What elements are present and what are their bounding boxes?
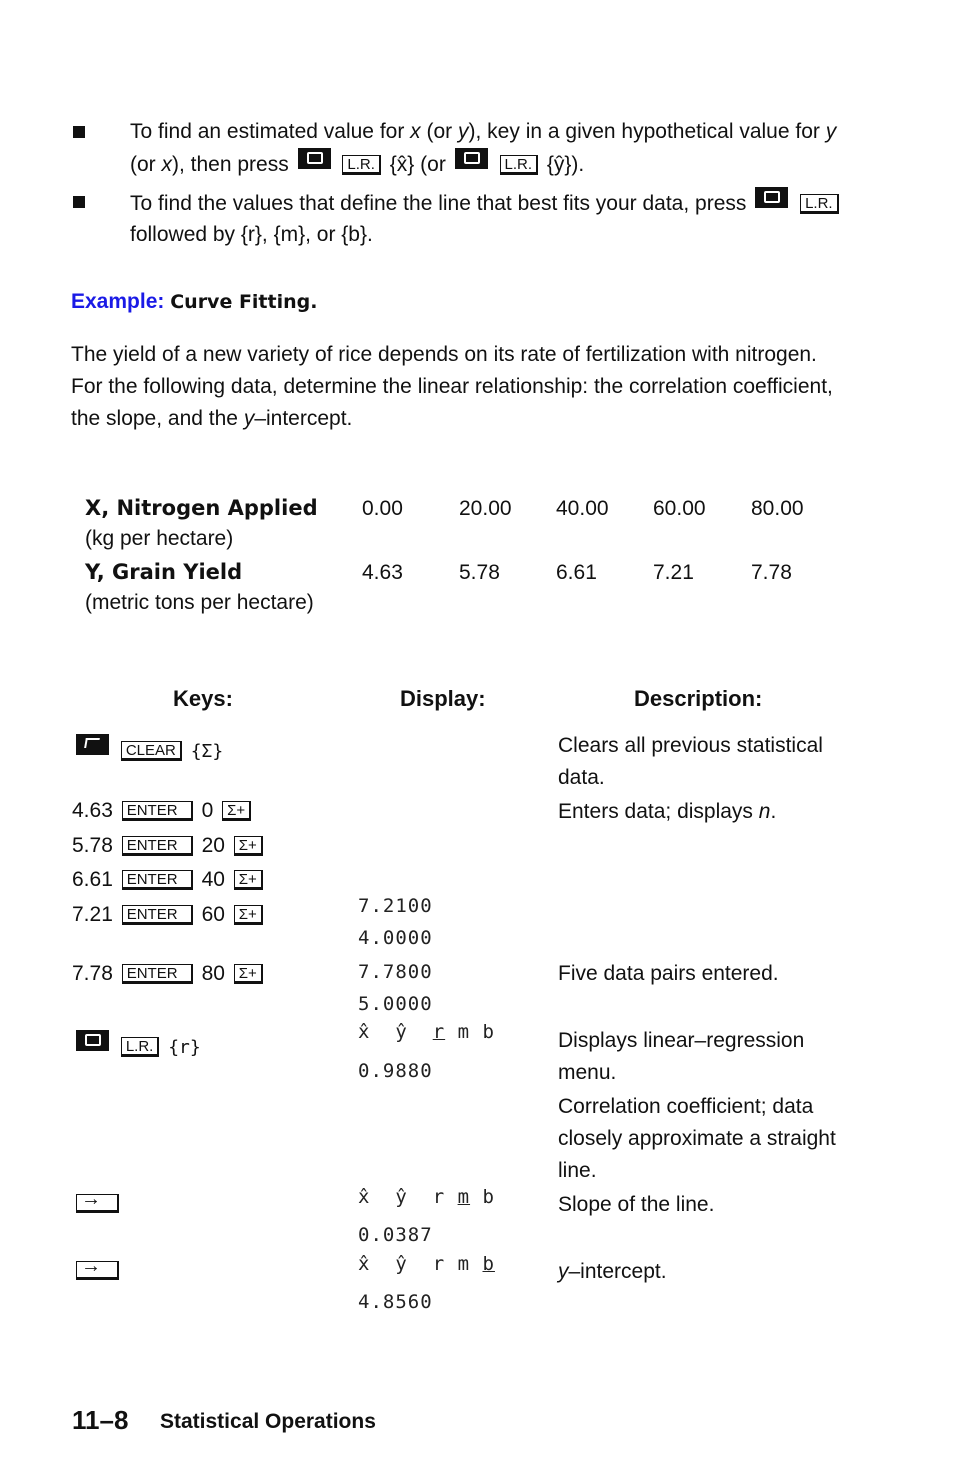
step-enter-keys: 6.61 ENTER 40 Σ+: [72, 868, 266, 892]
bullet-marker: [73, 196, 85, 208]
lcd-menu-row: x̂ ŷ r m b: [358, 1186, 495, 1208]
lcd-display-line: 0.0387: [358, 1224, 433, 1246]
sigma-menu: {Σ}: [190, 741, 224, 762]
step-next-keys: [73, 1194, 122, 1221]
lr-key: L.R.: [800, 194, 839, 214]
page-number: 11–8: [72, 1405, 129, 1435]
right-shift-key: [298, 148, 331, 169]
x-unit: (kg per hectare): [85, 527, 234, 550]
x-value: 80.00: [751, 497, 804, 520]
bullet-marker: [73, 126, 85, 138]
lr-key: L.R.: [342, 155, 381, 175]
enter-key: ENTER: [122, 870, 193, 890]
sigma-plus-key: Σ+: [234, 905, 263, 925]
bullet-2-line-2: followed by {r}, {m}, or {b}.: [130, 223, 373, 246]
x-value: 20.00: [459, 497, 512, 520]
enter-key: ENTER: [122, 836, 193, 856]
lcd-menu-row: x̂ ŷ r m b: [358, 1253, 495, 1275]
keys-column-header: Keys:: [173, 686, 233, 711]
step-enter-keys: 7.78 ENTER 80 Σ+: [72, 962, 266, 986]
y-value: 6.61: [556, 561, 597, 584]
sigma-plus-key: Σ+: [234, 870, 263, 890]
step-enter-keys: 7.21 ENTER 60 Σ+: [72, 903, 266, 927]
y-label: Y, Grain Yield: [85, 560, 243, 584]
bullet-1-line-1: To find an estimated value for x (or y), key in a given hypothetical value for y: [130, 120, 837, 143]
enter-key: ENTER: [122, 801, 193, 821]
step-clear-desc-1: Clears all previous statistical: [558, 734, 823, 757]
enter-key: ENTER: [122, 905, 193, 925]
y-value: 4.63: [362, 561, 403, 584]
example-label: Example:: [71, 290, 165, 313]
step-enter-desc: Enters data; displays n.: [558, 800, 777, 823]
lcd-display-line: 5.0000: [358, 993, 433, 1015]
sigma-plus-key: Σ+: [222, 801, 251, 821]
right-shift-key: [455, 148, 488, 169]
step-corr-desc-3: line.: [558, 1159, 597, 1182]
section-title: Statistical Operations: [160, 1410, 376, 1433]
sigma-plus-key: Σ+: [234, 836, 263, 856]
description-column-header: Description:: [634, 686, 763, 711]
bullet-2-line-1: To find the values that define the line that best fits your data, press L.R.: [130, 187, 842, 220]
display-column-header: Display:: [400, 686, 486, 711]
lcd-display-line: 7.7800: [358, 961, 433, 983]
example-heading: [71, 290, 317, 314]
x-value: 0.00: [362, 497, 403, 520]
next-arrow-key: [76, 1194, 119, 1213]
step-slope-desc: Slope of the line.: [558, 1193, 715, 1216]
clear-key: CLEAR: [121, 741, 182, 761]
step-lr-desc-1: Displays linear–regression: [558, 1029, 805, 1052]
intro-line-3: the slope, and the y–intercept.: [71, 407, 353, 430]
step-enter-keys: 4.63 ENTER 0 Σ+: [72, 799, 254, 823]
lcd-display-line: 7.2100: [358, 895, 433, 917]
x-label: X, Nitrogen Applied: [85, 496, 318, 520]
enter-key: ENTER: [122, 964, 193, 984]
r-menu: {r}: [168, 1037, 201, 1058]
lcd-display-line: 4.0000: [358, 927, 433, 949]
step-enter-keys: 5.78 ENTER 20 Σ+: [72, 834, 266, 858]
next-arrow-key: [76, 1261, 119, 1280]
step-lr-desc-2: menu.: [558, 1061, 617, 1084]
sigma-plus-key: Σ+: [234, 964, 263, 984]
step-corr-desc-2: closely approximate a straight: [558, 1127, 836, 1150]
lr-key: L.R.: [121, 1037, 160, 1057]
right-shift-key: [76, 1030, 109, 1051]
yhat-menu: {ŷ}).: [546, 153, 585, 176]
lr-key: L.R.: [500, 155, 539, 175]
x-value: 60.00: [653, 497, 706, 520]
lcd-display-line: 4.8560: [358, 1291, 433, 1313]
bullet-1-line-2: (or x), then press L.R. {x̂} (or L.R. {ŷ}).: [130, 148, 584, 181]
example-title: Curve Fitting.: [170, 291, 318, 313]
step-next-keys: [73, 1261, 122, 1288]
intro-line-2: For the following data, determine the linear relationship: the correlation coefficient,: [71, 375, 833, 398]
right-shift-key: [755, 187, 788, 208]
step-five-pairs-desc: Five data pairs entered.: [558, 962, 779, 985]
lcd-menu-row: x̂ ŷ r m b: [358, 1021, 495, 1043]
step-clear-keys: [73, 734, 223, 763]
step-lr-keys: [73, 1030, 201, 1059]
step-intercept-desc: y–intercept.: [558, 1260, 667, 1283]
lcd-display-line: 0.9880: [358, 1060, 433, 1082]
x-value: 40.00: [556, 497, 609, 520]
y-unit: (metric tons per hectare): [85, 591, 314, 614]
left-shift-key: [76, 734, 109, 755]
y-value: 7.21: [653, 561, 694, 584]
step-clear-desc-2: data.: [558, 766, 605, 789]
xhat-menu: {x̂}: [389, 153, 415, 176]
y-value: 7.78: [751, 561, 792, 584]
y-value: 5.78: [459, 561, 500, 584]
intro-line-1: The yield of a new variety of rice depends on its rate of fertilization with nitrogen.: [71, 343, 817, 366]
step-corr-desc-1: Correlation coefficient; data: [558, 1095, 814, 1118]
